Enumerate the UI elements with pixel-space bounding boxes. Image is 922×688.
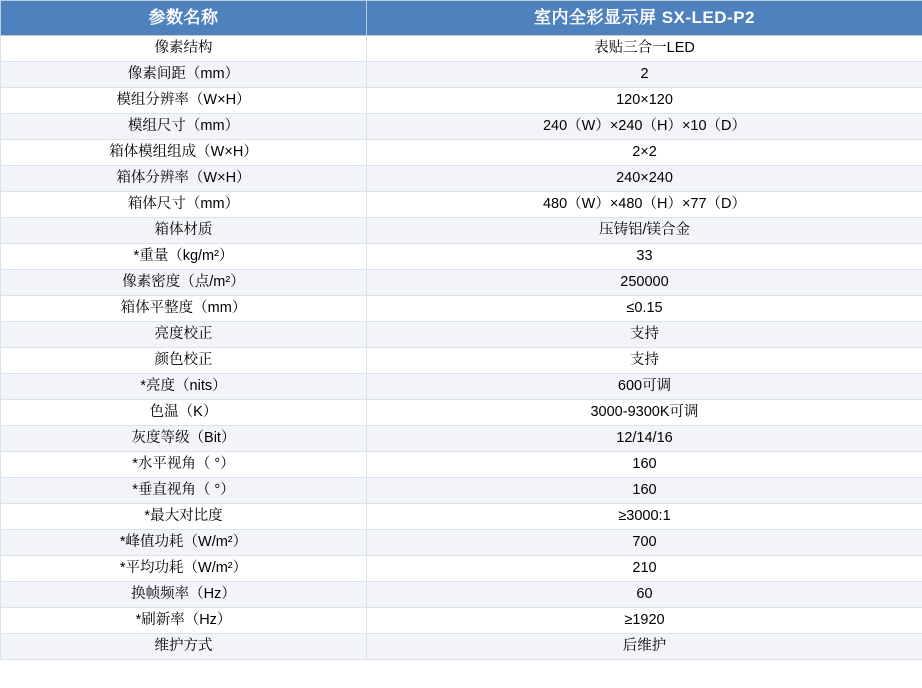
cell-param: 箱体模组组成（W×H）: [1, 140, 367, 166]
cell-param: 箱体分辨率（W×H）: [1, 166, 367, 192]
table-body: [1, 36, 922, 660]
cell-param: *重量（kg/m²）: [1, 244, 367, 270]
cell-param: 像素间距（mm）: [1, 62, 367, 88]
cell-param: *平均功耗（W/m²）: [1, 556, 367, 582]
cell-value: 支持: [367, 348, 922, 374]
cell-param: *水平视角（ °）: [1, 452, 367, 478]
header-cell-value: 室内全彩显示屏 SX-LED-P2: [367, 1, 922, 36]
table-row: [1, 452, 922, 478]
cell-value: 支持: [367, 322, 922, 348]
table-row: [1, 218, 922, 244]
cell-value: 压铸铝/镁合金: [367, 218, 922, 244]
cell-param: *亮度（nits）: [1, 374, 367, 400]
table-row: [1, 166, 922, 192]
table-header-row: [1, 1, 922, 36]
cell-param: *刷新率（Hz）: [1, 608, 367, 634]
cell-value: 2: [367, 62, 922, 88]
table-row: [1, 400, 922, 426]
cell-value: 240×240: [367, 166, 922, 192]
cell-param: 箱体尺寸（mm）: [1, 192, 367, 218]
table-row: [1, 36, 922, 62]
table-row: [1, 62, 922, 88]
cell-param: 亮度校正: [1, 322, 367, 348]
cell-value: ≤0.15: [367, 296, 922, 322]
table-row: [1, 556, 922, 582]
table-row: [1, 504, 922, 530]
cell-value: 480（W）×480（H）×77（D）: [367, 192, 922, 218]
cell-value: 210: [367, 556, 922, 582]
cell-param: *最大对比度: [1, 504, 367, 530]
cell-param: 灰度等级（Bit）: [1, 426, 367, 452]
cell-value: 160: [367, 452, 922, 478]
cell-value: 2×2: [367, 140, 922, 166]
cell-value: 12/14/16: [367, 426, 922, 452]
table-row: [1, 140, 922, 166]
table-row: [1, 374, 922, 400]
cell-param: 箱体材质: [1, 218, 367, 244]
cell-value: 60: [367, 582, 922, 608]
cell-param: 颜色校正: [1, 348, 367, 374]
cell-param: 像素结构: [1, 36, 367, 62]
table-row: [1, 322, 922, 348]
cell-value: 160: [367, 478, 922, 504]
cell-param: 像素密度（点/m²）: [1, 270, 367, 296]
table-row: [1, 114, 922, 140]
cell-param: 维护方式: [1, 634, 367, 660]
table-row: [1, 88, 922, 114]
cell-value: 后维护: [367, 634, 922, 660]
table-row: [1, 530, 922, 556]
table-row: [1, 634, 922, 660]
cell-param: *垂直视角（ °）: [1, 478, 367, 504]
cell-value: 240（W）×240（H）×10（D）: [367, 114, 922, 140]
table-row: [1, 244, 922, 270]
cell-param: 箱体平整度（mm）: [1, 296, 367, 322]
table-row: [1, 478, 922, 504]
table-row: [1, 296, 922, 322]
cell-value: 700: [367, 530, 922, 556]
cell-value: 表贴三合一LED: [367, 36, 922, 62]
cell-value: ≥1920: [367, 608, 922, 634]
cell-param: 模组分辨率（W×H）: [1, 88, 367, 114]
cell-value: ≥3000:1: [367, 504, 922, 530]
table-row: [1, 426, 922, 452]
cell-param: 模组尺寸（mm）: [1, 114, 367, 140]
cell-value: 250000: [367, 270, 922, 296]
table-row: [1, 270, 922, 296]
cell-param: 色温（K）: [1, 400, 367, 426]
cell-value: 120×120: [367, 88, 922, 114]
cell-param: 换帧频率（Hz）: [1, 582, 367, 608]
table-row: [1, 582, 922, 608]
cell-param: *峰值功耗（W/m²）: [1, 530, 367, 556]
cell-value: 33: [367, 244, 922, 270]
table-row: [1, 192, 922, 218]
table-row: [1, 348, 922, 374]
cell-value: 600可调: [367, 374, 922, 400]
table-header: [1, 1, 922, 36]
table-row: [1, 608, 922, 634]
cell-value: 3000-9300K可调: [367, 400, 922, 426]
header-cell-param: 参数名称: [1, 1, 367, 36]
